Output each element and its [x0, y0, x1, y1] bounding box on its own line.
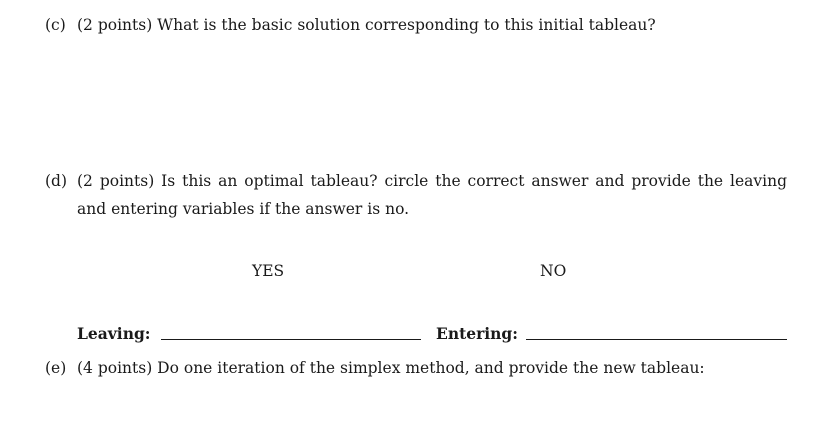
- leaving-label: Leaving:: [77, 324, 151, 343]
- answer-option-yes[interactable]: YES: [252, 262, 285, 280]
- question-d-text-line2: and entering variables if the answer is no.: [77, 200, 410, 218]
- question-d-text-line1: (2 points) Is this an optimal tableau? circle the correct answer and provide the leaving: [77, 172, 787, 190]
- question-e-label: (e): [45, 359, 67, 377]
- question-d: [45, 167, 790, 223]
- question-d-label: (d): [45, 172, 68, 190]
- entering-answer-line[interactable]: [526, 339, 787, 340]
- entering-label: Entering:: [436, 324, 518, 343]
- answer-option-no[interactable]: NO: [540, 262, 567, 280]
- question-e-text: (4 points) Do one iteration of the simplex method, and provide the new tableau:: [77, 359, 705, 377]
- question-c-text: (2 points) What is the basic solution corresponding to this initial tableau?: [77, 16, 656, 34]
- question-c-label: (c): [45, 16, 66, 34]
- leaving-answer-line[interactable]: [161, 339, 421, 340]
